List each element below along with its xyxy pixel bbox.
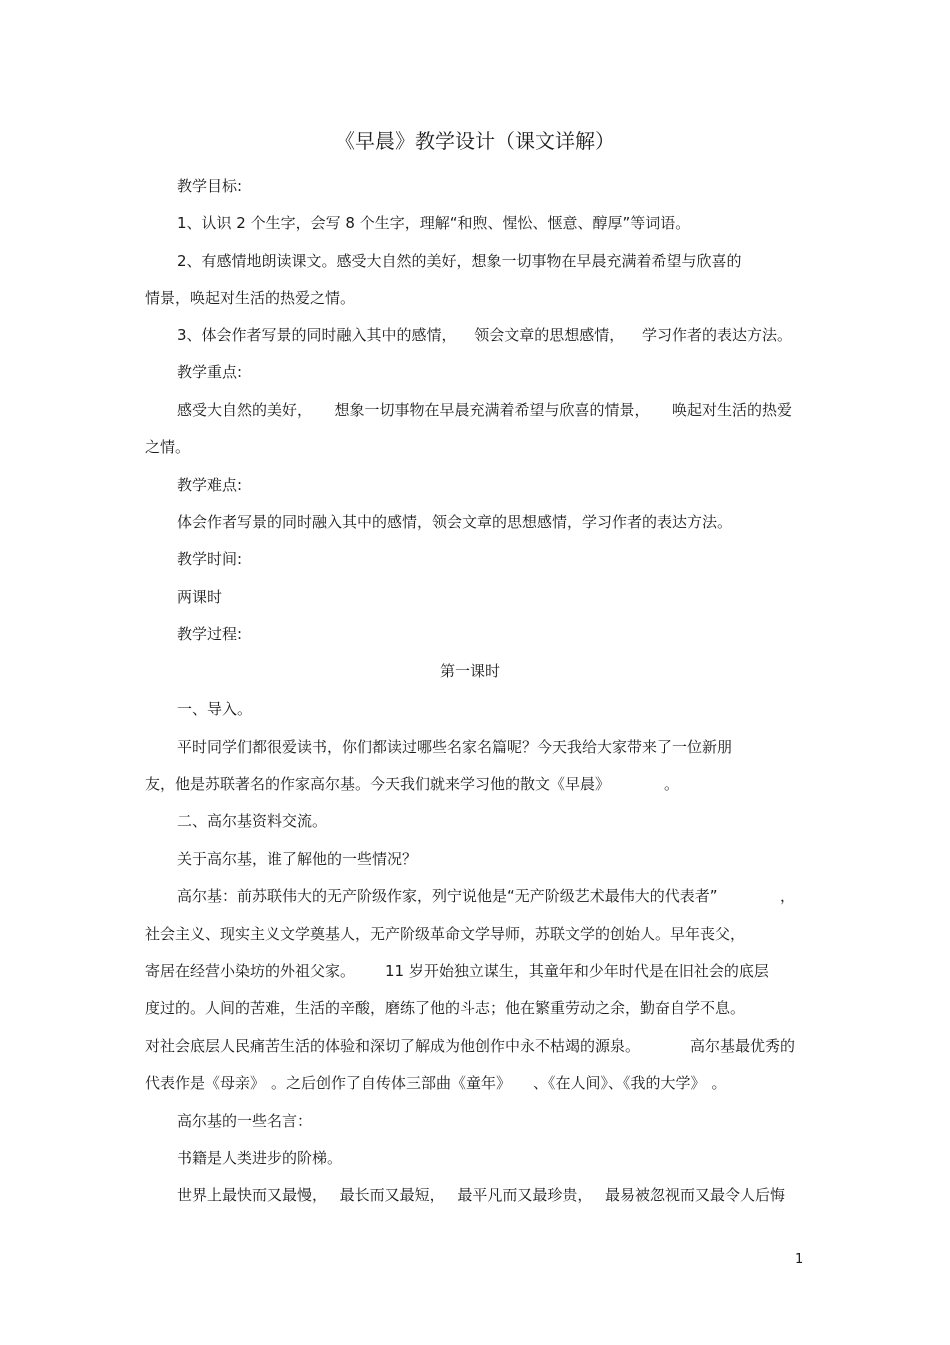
bio-part: 、《在人间》、《我的大学》 xyxy=(533,1074,706,1092)
section-1-line-2-end: 。 xyxy=(664,775,680,793)
section-2-question: 关于高尔基，谁了解他的一些情况？ xyxy=(177,850,418,868)
goal-1: 1、认识 2 个生字，会写 8 个生字，理解“和煦、惺忪、惬意、醇厚”等词语。 xyxy=(177,214,691,232)
quote-part: 最平凡而又最珍贵， xyxy=(457,1186,593,1204)
goal-3-part: 3、体会作者写景的同时融入其中的感情， xyxy=(177,326,457,344)
quote-part: 世界上最快而又最慢， xyxy=(177,1186,328,1204)
key-part: 想象一切事物在早晨充满着希望与欣喜的情景， xyxy=(334,401,650,419)
goal-3-part: 领会文章的思想感情， xyxy=(474,326,625,344)
goals-heading: 教学目标: xyxy=(177,177,243,195)
quotes-heading: 高尔基的一些名言： xyxy=(177,1112,313,1130)
quote-2 xyxy=(177,1185,785,1205)
key-line-2: 之情。 xyxy=(145,438,191,456)
bio-line-1 xyxy=(177,886,795,906)
bio-line-3 xyxy=(145,961,769,981)
difficulty-heading: 教学难点: xyxy=(177,476,243,494)
goal-2-line-2: 情景，唤起对生活的热爱之情。 xyxy=(145,289,356,307)
bio-part: 。之后创作了自传体三部曲《童年》 xyxy=(271,1074,512,1092)
bio-part: 对社会底层人民痛苦生活的体验和深切了解成为他创作中永不枯竭的源泉。 xyxy=(145,1037,641,1055)
key-part: 唤起对生活的热爱 xyxy=(671,401,792,419)
bio-part: ， xyxy=(779,887,795,905)
quote-part: 最长而又最短， xyxy=(339,1186,445,1204)
lesson-1-heading: 第一课时 xyxy=(439,662,500,680)
goal-3 xyxy=(177,325,792,345)
section-1-line-1: 平时同学们都很爱读书，你们都读过哪些名家名篇呢？今天我给大家带来了一位新朋 xyxy=(177,738,733,756)
difficulty-text: 体会作者写景的同时融入其中的感情，领会文章的思想感情，学习作者的表达方法。 xyxy=(177,513,733,531)
key-heading: 教学重点: xyxy=(177,363,243,381)
bio-line-4: 度过的。人间的苦难，生活的辛酸，磨练了他的斗志；他在繁重劳动之余，勤奋自学不息。 xyxy=(145,999,746,1017)
goal-3-part: 学习作者的表达方法。 xyxy=(641,326,792,344)
bio-part: 。 xyxy=(711,1074,727,1092)
bio-line-2: 社会主义、现实主义文学奠基人，无产阶级革命文学导师，苏联文学的创始人。早年丧父， xyxy=(145,925,746,943)
section-2-heading: 二、高尔基资料交流。 xyxy=(177,812,328,830)
bio-part: 高尔基最优秀的 xyxy=(689,1037,795,1055)
bio-line-5 xyxy=(145,1036,795,1056)
time-heading: 教学时间: xyxy=(177,550,243,568)
section-1-line-2 xyxy=(145,774,679,794)
quote-part: 最易被忽视而又最令人后悔 xyxy=(604,1186,785,1204)
page-number: 1 xyxy=(795,1252,804,1267)
process-heading: 教学过程: xyxy=(177,625,243,643)
key-part: 感受大自然的美好， xyxy=(177,401,313,419)
section-1-line-2-text: 友，他是苏联著名的作家高尔基。今天我们就来学习他的散文《早晨》 xyxy=(145,775,611,793)
key-line-1 xyxy=(177,400,792,420)
document-title: 《早晨》教学设计（课文详解） xyxy=(335,129,615,153)
time-text: 两课时 xyxy=(177,588,223,606)
bio-part: 11 岁开始独立谋生，其童年和少年时代是在旧社会的底层 xyxy=(385,962,769,980)
goal-2-line-1: 2、有感情地朗读课文。感受大自然的美好，想象一切事物在早晨充满着希望与欣喜的 xyxy=(177,252,742,270)
bio-part: 高尔基：前苏联伟大的无产阶级作家，列宁说他是“无产阶级艺术最伟大的代表者” xyxy=(177,887,718,905)
bio-part: 寄居在经营小染坊的外祖父家。 xyxy=(145,962,356,980)
quote-1: 书籍是人类进步的阶梯。 xyxy=(177,1149,343,1167)
bio-line-6 xyxy=(145,1073,727,1093)
section-1-heading: 一、导入。 xyxy=(177,700,253,718)
bio-part: 代表作是《母亲》 xyxy=(145,1074,266,1092)
